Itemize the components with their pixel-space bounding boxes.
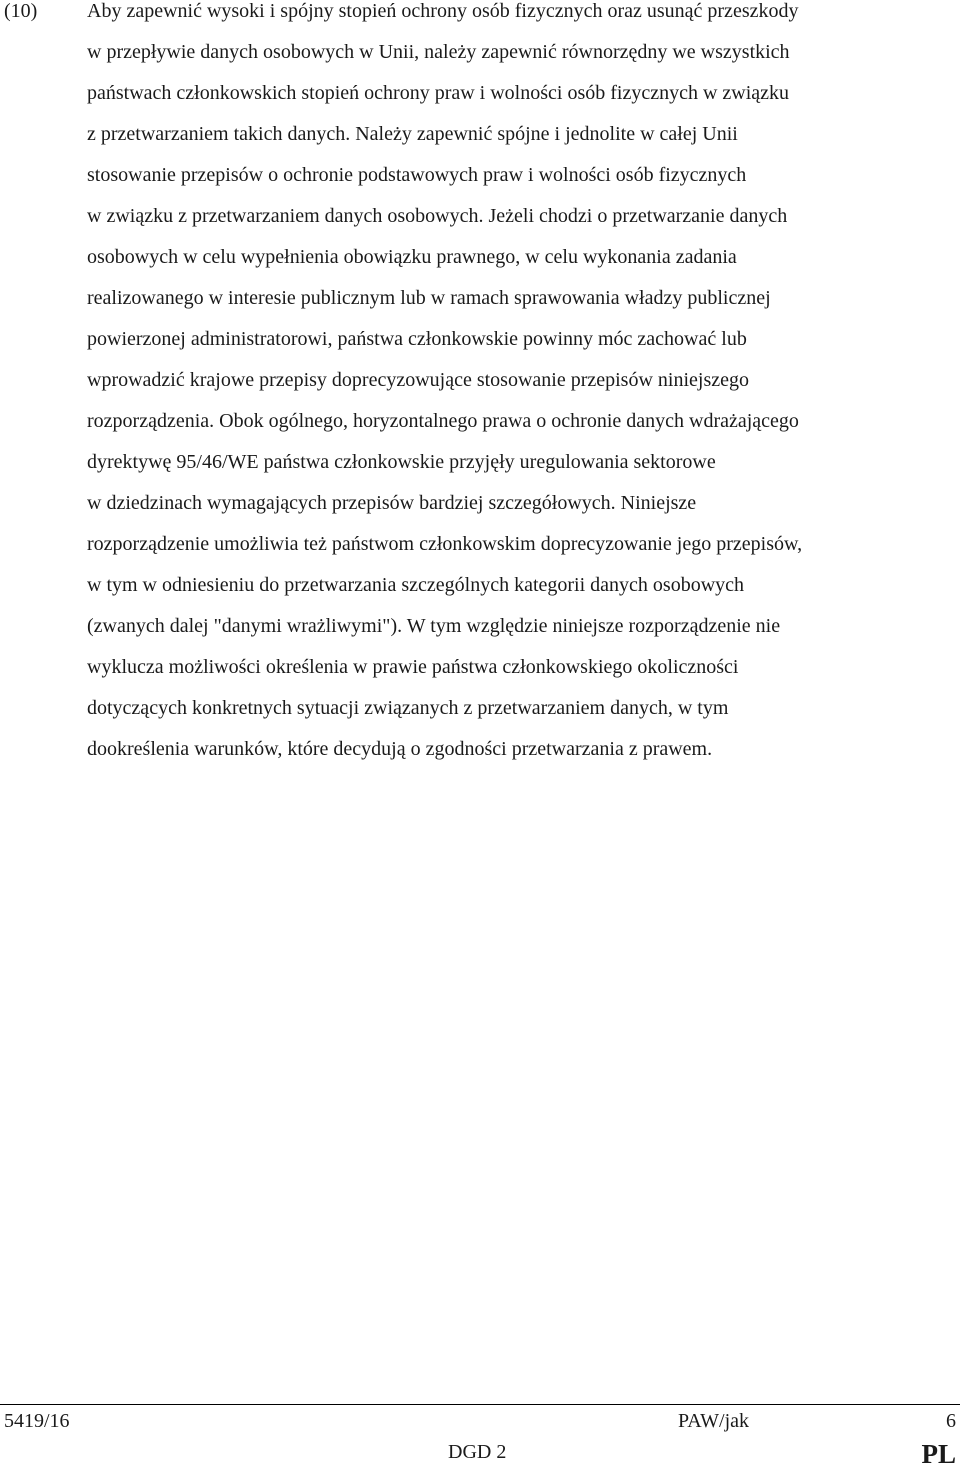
directorate-code: DGD 2 <box>448 1441 507 1463</box>
author-initials: PAW/jak <box>678 1410 749 1432</box>
text-line: dotyczących konkretnych sytuacji związanych z przetwarzaniem danych, w tym <box>87 697 729 719</box>
footer-rule <box>0 1404 960 1405</box>
text-line: realizowanego w interesie publicznym lub w ramach sprawowania władzy publicznej <box>87 287 771 309</box>
text-line: w dziedzinach wymagających przepisów bardziej szczegółowych. Niniejsze <box>87 492 697 514</box>
text-line: w przepływie danych osobowych w Unii, należy zapewnić równorzędny we wszystkich <box>87 41 790 63</box>
recital-number: (10) <box>4 0 38 22</box>
text-line: wprowadzić krajowe przepisy doprecyzowujące stosowanie przepisów niniejszego <box>87 369 749 391</box>
text-line: z przetwarzaniem takich danych. Należy zapewnić spójne i jednolite w całej Unii <box>87 123 738 145</box>
text-line: państwach członkowskich stopień ochrony praw i wolności osób fizycznych w związku <box>87 82 790 104</box>
text-line: powierzonej administratorowi, państwa członkowskie powinny móc zachować lub <box>87 328 747 350</box>
text-line: dyrektywę 95/46/WE państwa członkowskie przyjęły uregulowania sektorowe <box>87 451 716 473</box>
text-line: rozporządzenia. Obok ogólnego, horyzontalnego prawa o ochronie danych wdrażającego <box>87 410 799 432</box>
text-line: stosowanie przepisów o ochronie podstawowych praw i wolności osób fizycznych <box>87 164 747 186</box>
text-line: Aby zapewnić wysoki i spójny stopień ochrony osób fizycznych oraz usunąć przeszkody <box>87 0 799 22</box>
text-line: wyklucza możliwości określenia w prawie państwa członkowskiego okoliczności <box>87 656 739 678</box>
text-line: w związku z przetwarzaniem danych osobowych. Jeżeli chodzi o przetwarzanie danych <box>87 205 788 227</box>
recital-text <box>87 0 802 770</box>
text-line: dookreślenia warunków, które decydują o zgodności przetwarzania z prawem. <box>87 738 713 760</box>
text-line: w tym w odniesieniu do przetwarzania szczególnych kategorii danych osobowych <box>87 574 745 596</box>
text-line: (zwanych dalej "danymi wrażliwymi"). W tym względzie niniejsze rozporządzenie nie <box>87 615 781 637</box>
document-reference: 5419/16 <box>4 1410 70 1432</box>
text-line: osobowych w celu wypełnienia obowiązku prawnego, w celu wykonania zadania <box>87 246 737 268</box>
text-line: rozporządzenie umożliwia też państwom członkowskim doprecyzowanie jego przepisów, <box>87 533 803 555</box>
page-number: 6 <box>946 1410 956 1432</box>
language-code: PL <box>921 1439 956 1469</box>
